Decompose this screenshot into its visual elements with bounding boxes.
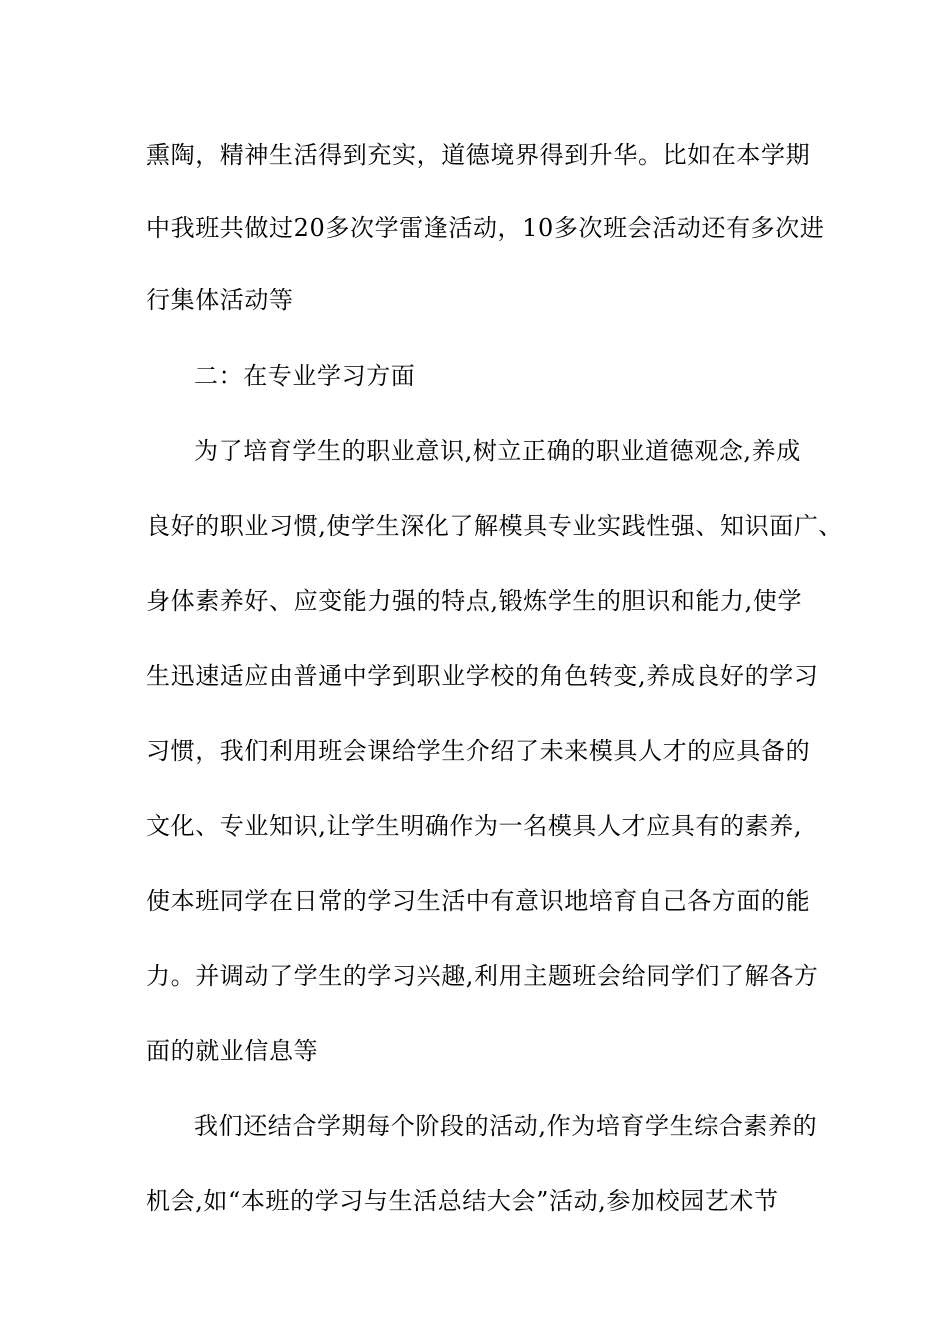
text-line: 使本班同学在日常的学习生活中有意识地培育自己各方面的能 (146, 887, 811, 915)
text-line: 我们还结合学期每个阶段的活动,作为培育学生综合素养的 (194, 1112, 818, 1140)
text-line: 良好的职业习惯,使学生深化了解模具专业实践性强、知识面广、 (146, 512, 844, 540)
text-line: 面的就业信息等 (146, 1037, 319, 1065)
text-line: 文化、专业知识,让学生明确作为一名模具人才应具有的素养, (146, 812, 803, 840)
text-line: 身体素养好、应变能力强的特点,锻炼学生的胆识和能力,使学 (146, 587, 803, 615)
text-line: 力。并调动了学生的学习兴趣,利用主题班会给同学们了解各方 (146, 962, 819, 990)
text-line: 熏陶，精神生活得到充实，道德境界得到升华。比如在本学期 (146, 141, 811, 169)
text-line: 生迅速适应由普通中学到职业学校的角色转变,养成良好的学习 (146, 662, 819, 690)
text-line: 中我班共做过20多次学雷逢活动，10多次班会活动还有多次进 (146, 214, 825, 242)
text-line: 习惯，我们利用班会课给学生介绍了未来模具人才的应具备的 (146, 737, 811, 765)
text-line: 为了培育学生的职业意识,树立正确的职业道德观念,养成 (194, 437, 801, 465)
text-line: 机会,如“本班的学习与生活总结大会”活动,参加校园艺术节 (146, 1187, 779, 1215)
section-heading: 二：在专业学习方面 (194, 362, 416, 390)
text-line: 行集体活动等 (146, 286, 294, 314)
